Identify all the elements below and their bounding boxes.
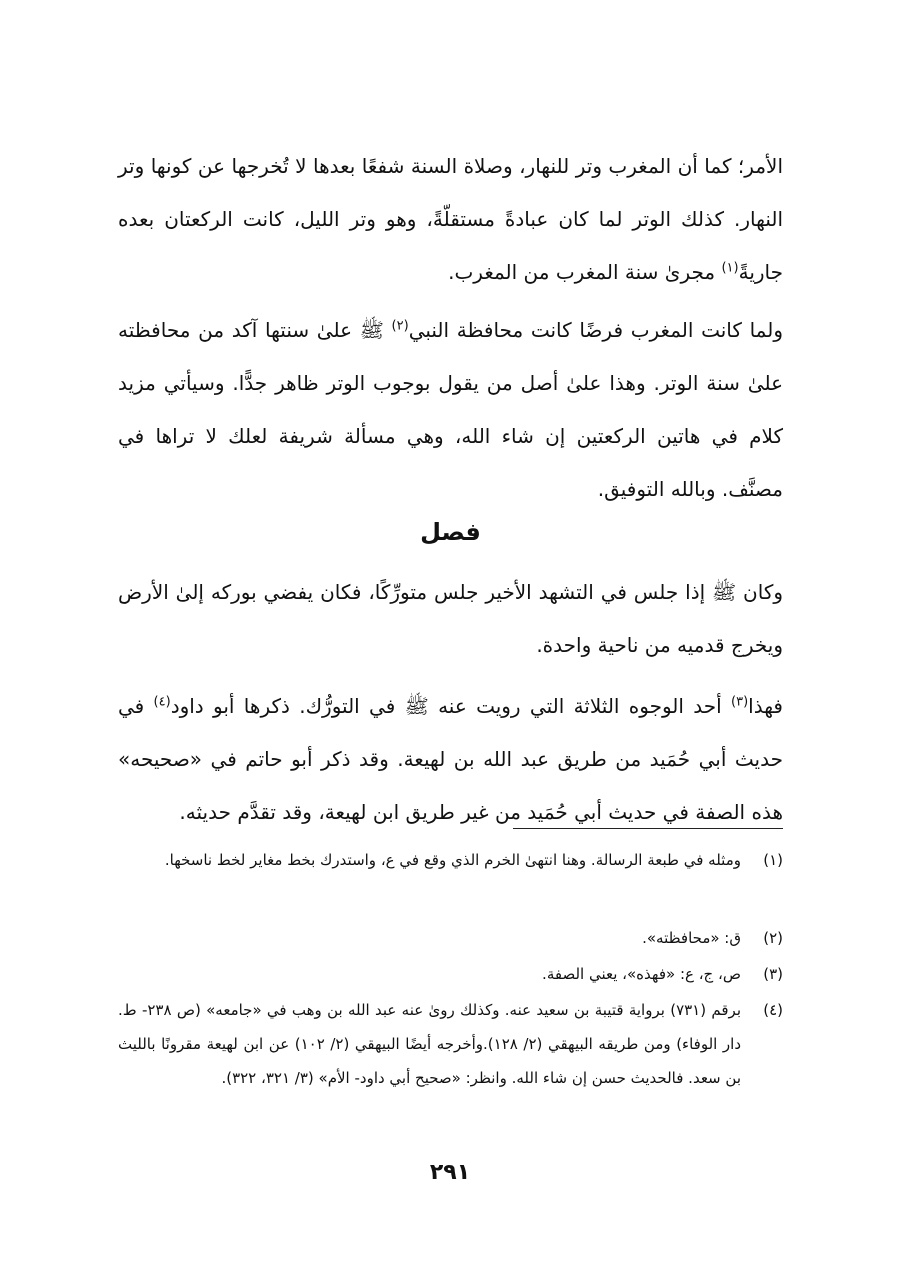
footnote-number: (٣) xyxy=(763,965,783,983)
body-paragraph xyxy=(118,680,783,839)
paragraph-text: مجرىٰ سنة المغرب من المغرب. xyxy=(448,260,722,284)
footnote-marker: (٣) xyxy=(731,694,749,710)
footnote-text: ق: «محافظته». xyxy=(642,929,741,947)
body-paragraph xyxy=(118,304,783,516)
footnote-number: (٢) xyxy=(763,929,783,947)
paragraph-text: في حديث أبي حُمَيد من طريق عبد الله بن لهيعة. وقد ذكر أبو حاتم في «صحيحه» هذه الصفة في حديث أبي حُمَيد من غير طريق ابن لهيعة، وقد تقدَّم حديثه. xyxy=(118,694,783,824)
section-heading: فصل xyxy=(420,518,481,546)
footnote xyxy=(118,993,783,1095)
paragraph-text: ولما كانت المغرب فرضًا كانت محافظة النبي xyxy=(408,318,783,342)
footnote-marker: (١) xyxy=(721,260,739,276)
footnote-text: ومثله في طبعة الرسالة. وهنا انتهىٰ الخرم الذي وقع في ع، واستدرك بخط مغاير لخط ناسخها. xyxy=(164,851,741,869)
footnote-marker: (٢) xyxy=(391,318,409,334)
body-paragraph xyxy=(118,140,783,299)
paragraph-text: ﷺ علىٰ سنتها آكد من محافظته علىٰ سنة الوتر. وهذا علىٰ أصل من يقول بوجوب الوتر ظاهر جدًّا. وسيأتي مزيد كلام في هاتين الركعتين إن شاء الله، وهي مسألة شريفة لعلك لا تراها في مصنَّف. وبالله التوفيق. xyxy=(118,318,783,501)
footnote-text: ص، ج، ع: «فهذه»، يعني الصفة. xyxy=(542,965,741,983)
footnote xyxy=(118,843,783,877)
footnote-marker: (٤) xyxy=(153,694,171,710)
footnote-number: (٤) xyxy=(763,1001,783,1019)
page-number: ٢٩١ xyxy=(429,1160,471,1185)
footnote-divider xyxy=(513,828,783,829)
footnote xyxy=(118,957,783,991)
paragraph-text: الأمر؛ كما أن المغرب وتر للنهار، وصلاة السنة شفعًا بعدها لا تُخرجها عن كونها وتر النهار. كذلك الوتر لما كان عبادةً مستقلّةً، وهو وتر الليل، كانت الركعتان بعده جاريةً xyxy=(118,154,783,284)
footnote xyxy=(118,921,783,955)
footnote-text: برقم (٧٣١) برواية قتيبة بن سعيد عنه. وكذلك روىٰ عنه عبد الله بن وهب في «جامعه» (ص ٢٣٨- ط. دار الوفاء) ومن طريقه البيهقي (٢/ ١٢٨).وأخرجه أيضًا البيهقي (٢/ ١٠٢) عن ابن لهيعة مقرونًا بالليث بن سعد. فالحديث حسن إن شاء الله. وانظر: «صحيح أبي داود- الأم» (٣/ ٣٢١، ٣٢٢). xyxy=(118,1001,741,1087)
footnote-number: (١) xyxy=(763,851,783,869)
paragraph-text: أحد الوجوه الثلاثة التي رويت عنه ﷺ في التورُّك. ذكرها أبو داود xyxy=(170,694,732,718)
paragraph-text: فهذا xyxy=(748,694,783,718)
body-paragraph: وكان ﷺ إذا جلس في التشهد الأخير جلس متورِّكًا، فكان يفضي بوركه إلىٰ الأرض ويخرج قدميه من ناحية واحدة. xyxy=(118,580,783,657)
